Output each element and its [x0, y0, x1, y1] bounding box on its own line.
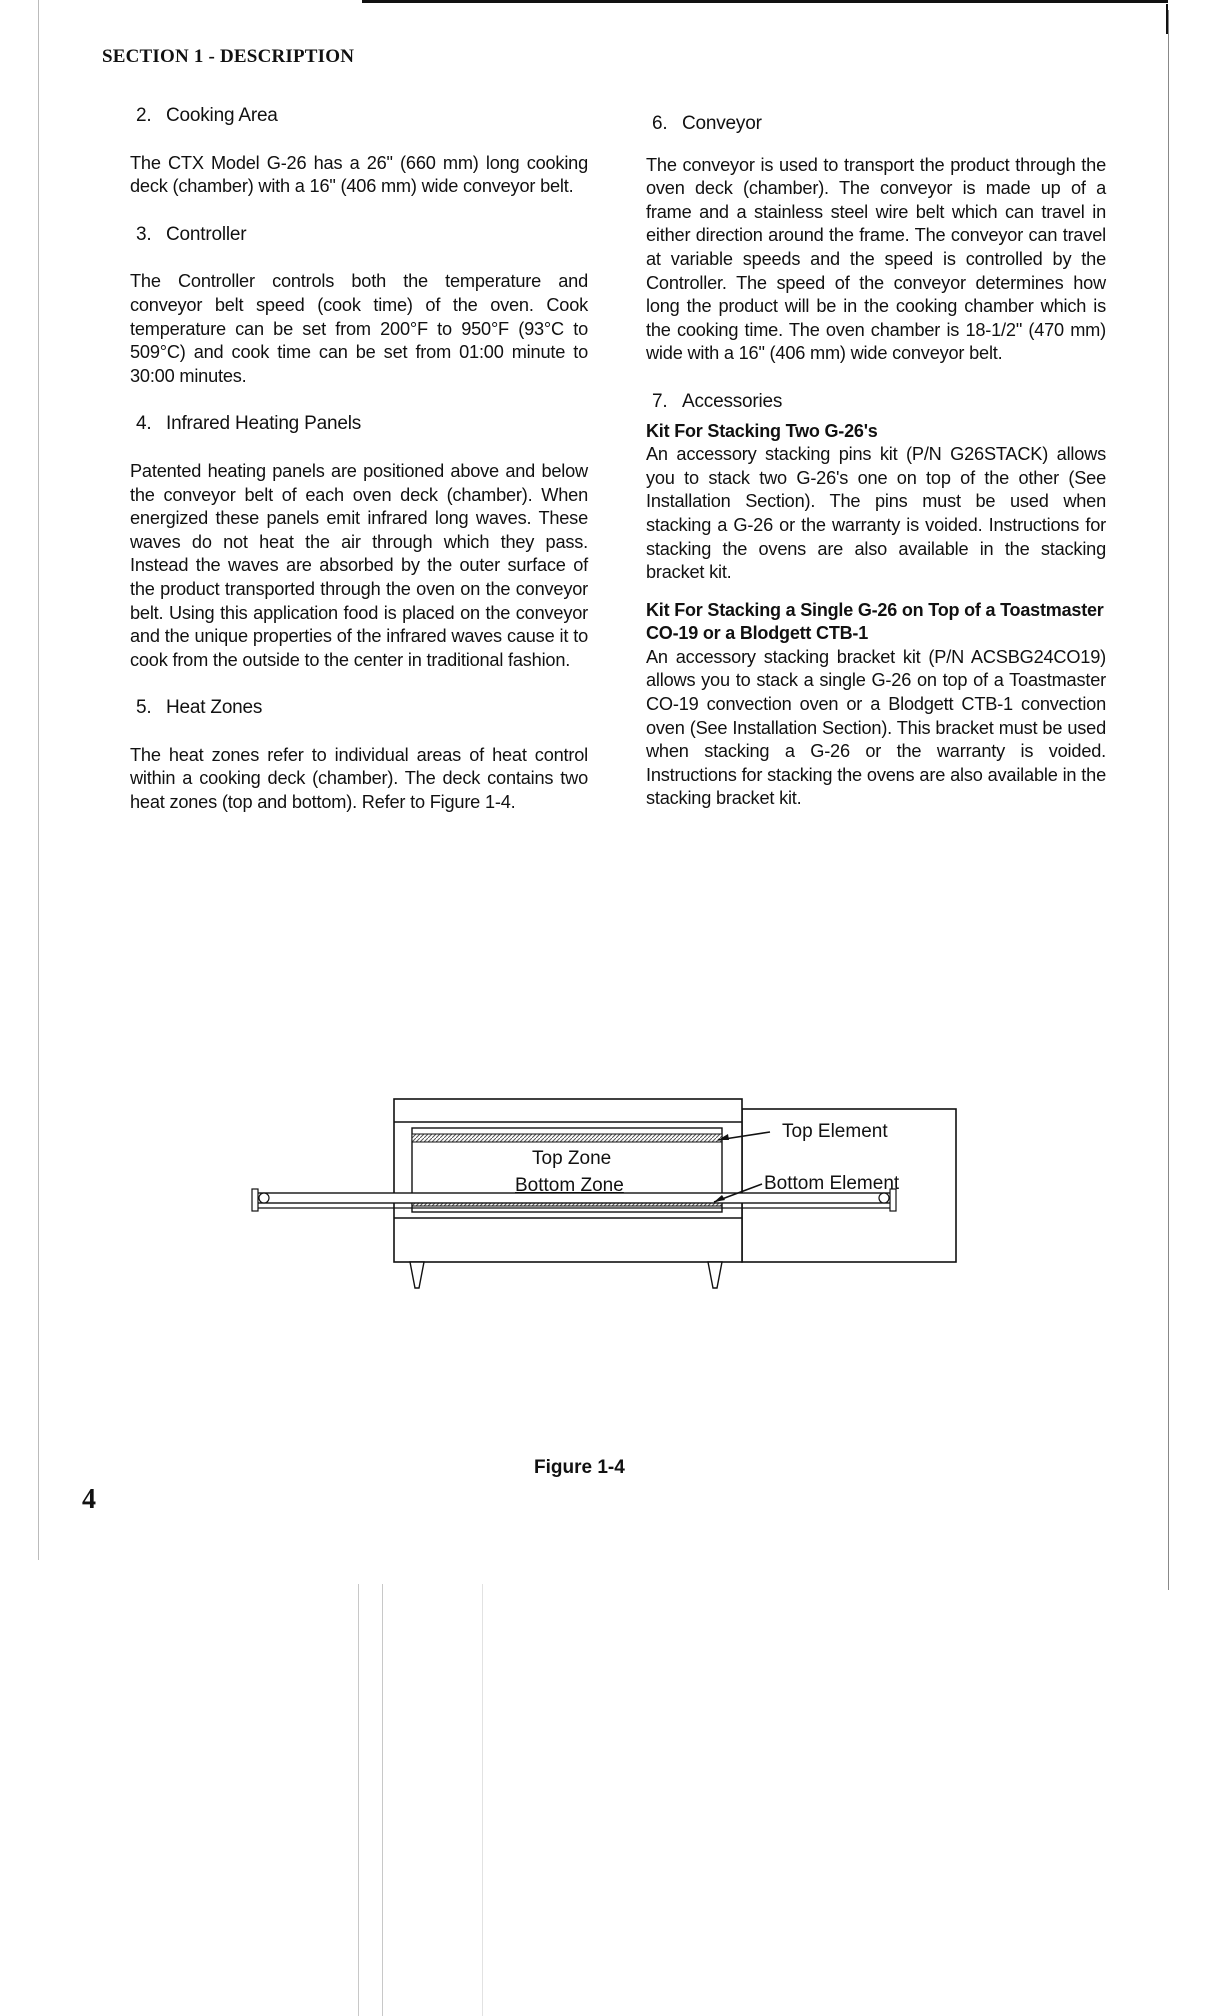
section-heading-conveyor — [646, 112, 1106, 136]
oven-diagram — [0, 1090, 1224, 1330]
top-rule — [362, 0, 1168, 3]
figure-caption: Figure 1-4 — [534, 1457, 625, 1478]
label-top-zone: Top Zone — [532, 1148, 612, 1169]
left-column — [130, 104, 588, 839]
paragraph-heat-zones: The heat zones refer to individual areas of heat control within a cooking deck (chamber). The deck contains two heat zones (top and bottom). Refer to Figure 1-4. — [130, 744, 588, 813]
scan-artifact-line — [482, 1584, 483, 2016]
section-number: 7. — [652, 390, 668, 412]
paragraph-stacking-two: An accessory stacking pins kit (P/N G26STACK) allows you to stack two G-26's one on top of the other (See Installation Section). The pins must be used when stacking a G-26 or the warranty is voided. Instructions for stacking the ovens are also available in the stacking bracket kit. — [646, 444, 1106, 583]
section-number: 5. — [136, 697, 152, 719]
section-number: 3. — [136, 223, 152, 245]
top-heating-element — [412, 1134, 722, 1142]
oven-diagram-figure — [0, 1090, 1224, 1330]
section-heading-cooking-area — [130, 104, 588, 128]
paragraph-cooking-area: The CTX Model G-26 has a 26" (660 mm) long cooking deck (chamber) with a 16" (406 mm) wide conveyor belt. — [130, 152, 588, 197]
section-header: SECTION 1 - DESCRIPTION — [102, 46, 355, 67]
section-heading-heat-zones — [130, 696, 588, 720]
section-heading-infrared-panels — [130, 412, 588, 436]
right-margin-rule — [1168, 10, 1169, 1590]
section-number: 6. — [652, 113, 668, 134]
section-number: 4. — [136, 413, 152, 435]
subheading-stacking-two: Kit For Stacking Two G-26's — [646, 420, 878, 441]
oven-leg-right — [708, 1262, 722, 1288]
section-title: Conveyor — [682, 113, 762, 134]
label-bottom-zone: Bottom Zone — [515, 1175, 624, 1196]
paragraph-stacking-single: An accessory stacking bracket kit (P/N ACSBG24CO19) allows you to stack a single G-26 on top of a Toastmaster CO-19 convection oven or a Blodgett CTB-1 convection oven (See Installation Section). This bracket must be used when stacking a G-26 or the warranty is voided. Instructions for stacking the ovens are also available in the stacking bracket kit. — [646, 646, 1106, 809]
section-title: Accessories — [682, 390, 783, 412]
label-bottom-element: Bottom Element — [764, 1173, 900, 1194]
oven-leg-left — [410, 1262, 424, 1288]
section-number: 2. — [136, 105, 152, 126]
section-title: Heat Zones — [166, 697, 263, 719]
scan-artifact-line — [382, 1584, 383, 2016]
section-heading-accessories — [646, 390, 1106, 414]
subheading-stacking-single: Kit For Stacking a Single G-26 on Top of a Toastmaster CO-19 or a Blodgett CTB-1 — [646, 599, 1104, 644]
page-number: 4 — [82, 1484, 96, 1515]
section-title: Infrared Heating Panels — [166, 413, 362, 435]
section-title: Cooking Area — [166, 105, 278, 126]
label-top-element: Top Element — [782, 1121, 888, 1142]
section-title: Controller — [166, 223, 247, 245]
conveyor-end-left — [252, 1189, 258, 1211]
section-heading-controller — [130, 223, 588, 247]
paragraph-infrared-panels: Patented heating panels are positioned above and below the conveyor belt of each oven deck (chamber). When energized these panels emit infrared long waves. These waves do not heat the air through which they pass. Instead the waves are absorbed by the outer surface of the product transported through the oven on the conveyor belt. Using this application food is placed on the conveyor and the unique properties of the infrared waves cause it to cook from the outside to the center in traditional fashion. — [130, 460, 588, 670]
paragraph-controller: The Controller controls both the temperature and conveyor belt speed (cook time) of the oven. Cook temperature can be set from 200°F to 950°F (93°C to 509°C) and cook time can be set from 01:00 minute to 30:00 minutes. — [130, 271, 588, 386]
scan-artifact-line — [358, 1584, 359, 2016]
paragraph-conveyor: The conveyor is used to transport the product through the oven deck (chamber). The conveyor is made up of a frame and a stainless steel wire belt which can travel in either direction around the frame. The conveyor can travel at variable speeds and the speed is controlled by the Controller. The speed of the conveyor determines how long the product will be in the cooking chamber which is the cooking time. The oven chamber is 18-1/2" (470 mm) wide with a 16" (406 mm) wide conveyor belt. — [646, 154, 1106, 364]
right-column — [646, 112, 1106, 825]
